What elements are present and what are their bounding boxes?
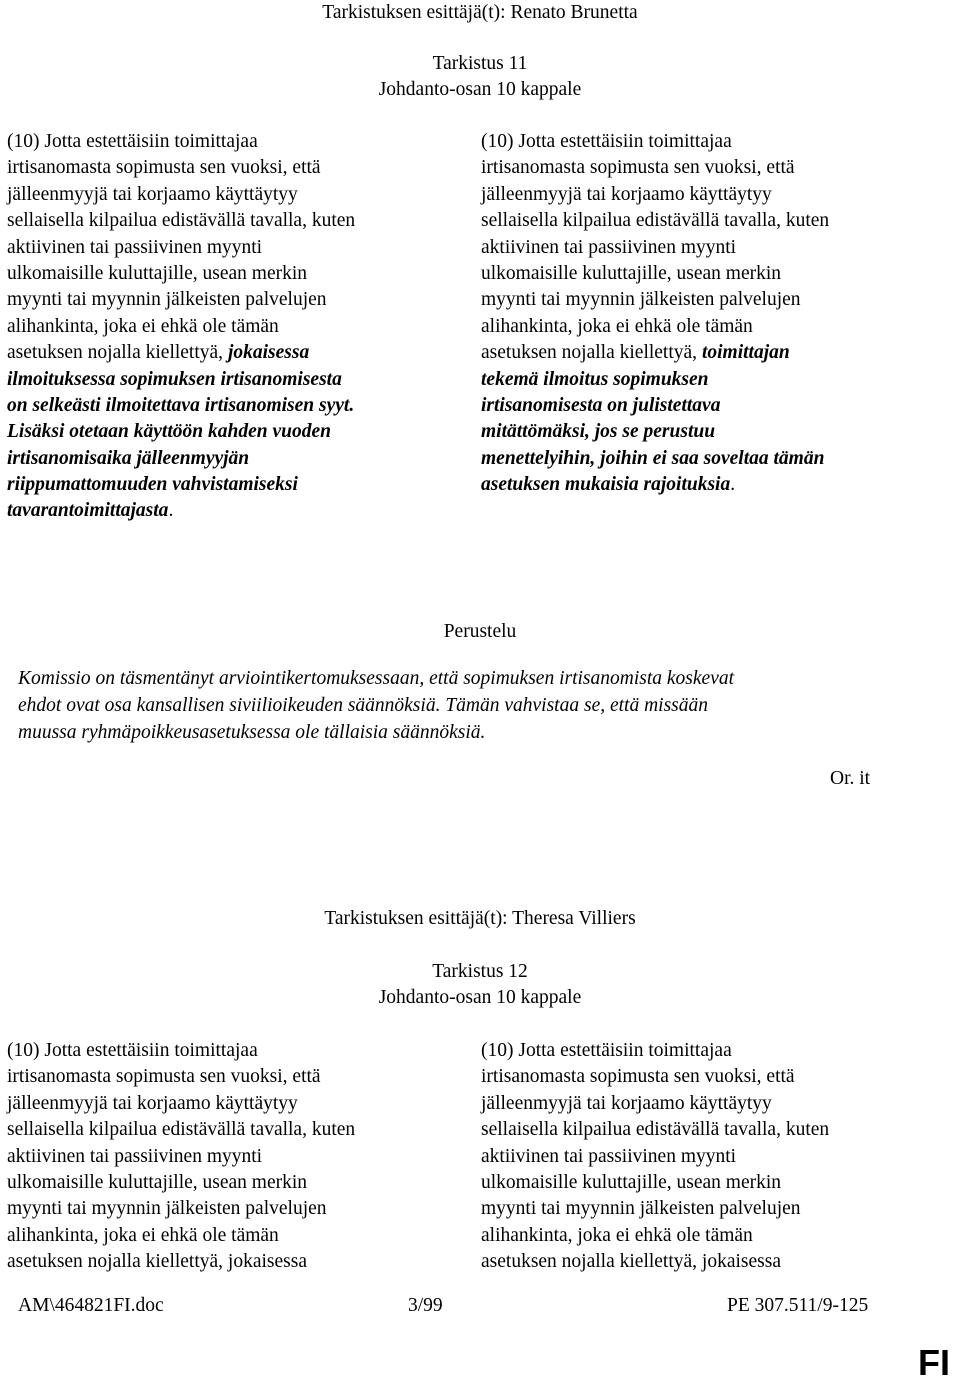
text-line [7,472,447,498]
amendment-11-left-column [7,129,447,525]
original-language: Or. it [830,768,871,789]
text-segment: . [730,474,736,496]
text-line [481,340,951,366]
text-line: jälleenmyyjä tai korjaamo käyttäytyy [7,1092,298,1114]
amended-text: mitättömäksi, jos se perustuu [481,421,716,443]
text-line [7,419,447,445]
text-line [481,287,951,313]
text-segment: ulkomaisille kuluttajille, usean merkin [481,262,782,284]
text-line: myynti tai myynnin jälkeisten palvelujen [481,1198,801,1220]
text-line [481,472,951,498]
amendment-11-title: Tarkistus 11 [432,53,528,74]
justification-line: Komissio on täsmentänyt arviointikertomuksessaan, että sopimuksen irtisanomista koskevat [18,668,735,689]
text-segment: aktiivinen tai passiivinen myynti [481,236,737,258]
text-line: aktiivinen tai passiivinen myynti [481,1145,737,1167]
amended-text: jokaisessa [227,342,310,364]
text-line [481,129,951,155]
text-segment: ulkomaisille kuluttajille, usean merkin [7,262,308,284]
text-line [7,208,447,234]
text-segment: aktiivinen tai passiivinen myynti [7,236,263,258]
amended-text: tavarantoimittajasta [7,500,169,522]
amended-text: toimittajan [701,342,790,364]
amended-text: on selkeästi ilmoitettava irtisanomisen syyt. [7,394,355,416]
text-line [7,393,447,419]
text-line [481,208,951,234]
text-line [481,182,951,208]
text-line: (10) Jotta estettäisiin toimittajaa [481,1040,732,1061]
amendment-11-right-column [481,129,951,498]
pe-reference: PE 307.511/9-125 [727,1295,869,1316]
language-mark: FI [918,1342,950,1383]
text-line [481,155,951,181]
document-reference: AM\464821FI.doc [18,1295,164,1316]
text-segment: (10) Jotta estettäisiin toimittajaa [481,131,732,152]
text-segment: asetuksen nojalla kiellettyä, [7,342,228,364]
amended-text: ilmoituksessa sopimuksen irtisanomisesta [7,368,342,390]
text-line [481,314,951,340]
text-line: alihankinta, joka ei ehkä ole tämän [481,1224,753,1246]
text-line [7,367,447,393]
presenter-line-2: Tarkistuksen esittäjä(t): Theresa Villiers [324,908,636,929]
text-line: ulkomaisille kuluttajille, usean merkin [481,1171,782,1193]
text-line: (10) Jotta estettäisiin toimittajaa [7,1040,258,1061]
text-line [481,393,951,419]
text-line [481,446,951,472]
justification-line: muussa ryhmäpoikkeusasetuksessa ole tällaisia säännöksiä. [18,722,486,743]
text-line [7,446,447,472]
text-line [7,182,447,208]
amended-text: irtisanomisaika jälleenmyyjän [7,447,250,469]
text-line [481,367,951,393]
text-line [481,261,951,287]
text-line: irtisanomasta sopimusta sen vuoksi, että [481,1066,795,1088]
amendment-11-subtitle: Johdanto-osan 10 kappale [378,79,582,100]
text-line [7,498,447,524]
amended-text: irtisanomisesta on julistettava [481,394,721,416]
text-line: irtisanomasta sopimusta sen vuoksi, että [7,1066,321,1088]
text-segment: alihankinta, joka ei ehkä ole tämän [7,315,279,337]
text-segment: sellaisella kilpailua edistävällä tavalla, kuten [7,210,356,232]
amendment-12-title: Tarkistus 12 [432,961,528,982]
text-line: sellaisella kilpailua edistävällä tavalla, kuten [7,1119,356,1141]
text-line: ulkomaisille kuluttajille, usean merkin [7,1171,308,1193]
amendment-12-right-column [481,1038,951,1276]
text-line [7,261,447,287]
page-footer [0,1293,960,1319]
text-line: alihankinta, joka ei ehkä ole tämän [7,1224,279,1246]
page-number: 3/99 [408,1295,443,1316]
text-line: asetuksen nojalla kiellettyä, jokaisessa [7,1251,307,1273]
justification-text [18,665,948,746]
amendment-12-left-column [7,1038,447,1276]
amended-text: riippumattomuuden vahvistamiseksi [7,474,298,496]
text-line [7,155,447,181]
text-segment: (10) Jotta estettäisiin toimittajaa [7,131,258,152]
amendment-12-subtitle: Johdanto-osan 10 kappale [378,987,582,1008]
amended-text: menettelyihin, joihin ei saa soveltaa tämän [481,447,825,469]
text-line: aktiivinen tai passiivinen myynti [7,1145,263,1167]
text-line [7,287,447,313]
text-segment: jälleenmyyjä tai korjaamo käyttäytyy [481,183,772,205]
text-line: jälleenmyyjä tai korjaamo käyttäytyy [481,1092,772,1114]
text-line [7,314,447,340]
amended-text: asetuksen mukaisia rajoituksia [481,474,731,496]
justification-line: ehdot ovat osa kansallisen siviilioikeuden säännöksiä. Tämän vahvistaa se, että missään [18,695,709,716]
amended-text: Lisäksi otetaan käyttöön kahden vuoden [7,421,331,443]
text-segment: asetuksen nojalla kiellettyä, [481,342,702,364]
text-segment: myynti tai myynnin jälkeisten palvelujen [481,289,801,311]
amended-text: tekemä ilmoitus sopimuksen [481,368,709,390]
text-line [481,419,951,445]
text-segment: sellaisella kilpailua edistävällä tavalla, kuten [481,210,830,232]
text-line: sellaisella kilpailua edistävällä tavalla, kuten [481,1119,830,1141]
text-segment: irtisanomasta sopimusta sen vuoksi, että [7,157,321,179]
text-segment: jälleenmyyjä tai korjaamo käyttäytyy [7,183,298,205]
justification-heading: Perustelu [443,621,517,642]
text-segment: alihankinta, joka ei ehkä ole tämän [481,315,753,337]
presenter-line-1: Tarkistuksen esittäjä(t): Renato Brunetta [322,2,638,23]
text-line [7,129,447,155]
text-line [481,235,951,261]
text-line: asetuksen nojalla kiellettyä, jokaisessa [481,1251,781,1273]
text-line [7,340,447,366]
text-segment: myynti tai myynnin jälkeisten palvelujen [7,289,327,311]
text-line [7,235,447,261]
text-segment: irtisanomasta sopimusta sen vuoksi, että [481,157,795,179]
text-segment: . [168,500,174,522]
text-line: myynti tai myynnin jälkeisten palvelujen [7,1198,327,1220]
